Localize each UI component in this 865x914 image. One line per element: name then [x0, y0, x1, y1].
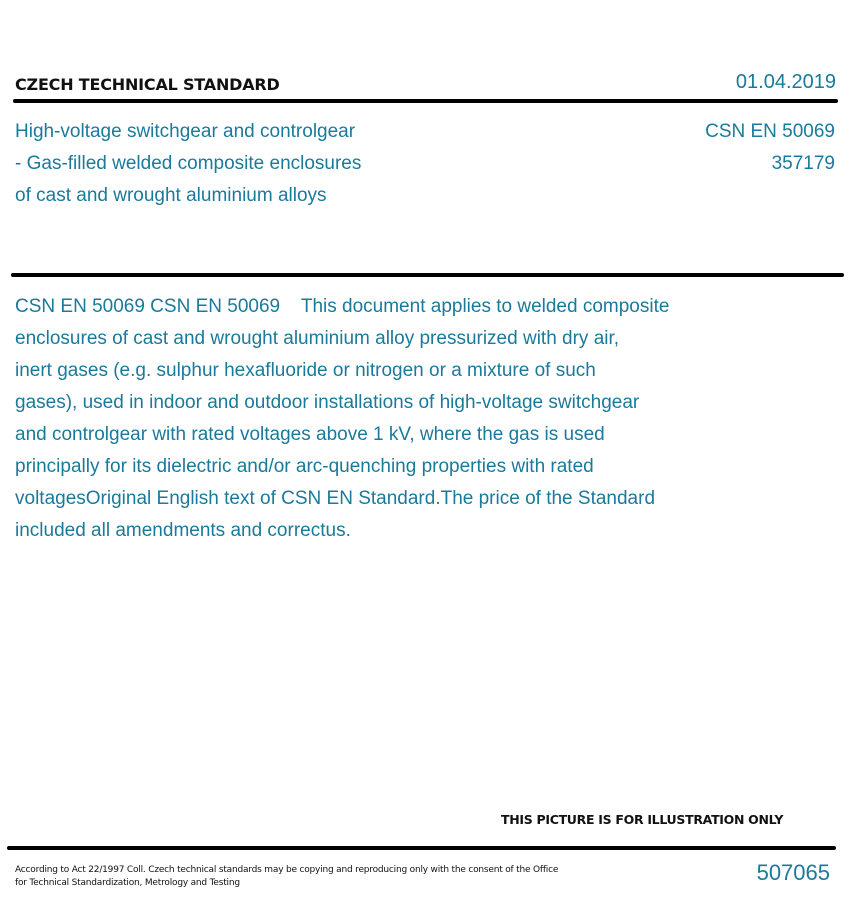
- standard-title-line: - Gas-filled welded composite enclosures: [15, 153, 362, 174]
- standard-code: CSN EN 50069: [705, 121, 835, 142]
- publication-date: 01.04.2019: [735, 71, 836, 93]
- standard-title-line: High-voltage switchgear and controlgear: [15, 121, 356, 142]
- description-line: and controlgear with rated voltages above 1 kV, where the gas is used: [15, 424, 605, 445]
- section-divider: [11, 273, 844, 277]
- catalog-number: 357179: [771, 153, 835, 174]
- description-line: CSN EN 50069 CSN EN 50069 This document applies to welded composite: [15, 296, 670, 317]
- document-header-title: CZECH TECHNICAL STANDARD: [15, 75, 280, 94]
- header-divider: [13, 99, 838, 103]
- illustration-disclaimer: THIS PICTURE IS FOR ILLUSTRATION ONLY: [501, 812, 784, 827]
- standard-title: [15, 116, 361, 212]
- standard-description: [15, 291, 775, 547]
- description-line: inert gases (e.g. sulphur hexafluoride or nitrogen or a mixture of such: [15, 360, 596, 381]
- copyright-notice-line: According to Act 22/1997 Coll. Czech technical standards may be copying and reproducing only with the consent of the Office: [15, 865, 559, 875]
- description-line: enclosures of cast and wrought aluminium alloy pressurized with dry air,: [15, 328, 620, 349]
- description-line: included all amendments and correctus.: [15, 520, 351, 541]
- standard-identifiers: [705, 116, 835, 180]
- standard-title-line: of cast and wrought aluminium alloys: [15, 185, 327, 206]
- footer-divider: [7, 846, 836, 850]
- description-line: gases), used in indoor and outdoor installations of high-voltage switchgear: [15, 392, 640, 413]
- description-line: voltagesOriginal English text of CSN EN Standard.The price of the Standard: [15, 488, 656, 509]
- description-line: principally for its dielectric and/or arc-quenching properties with rated: [15, 456, 594, 477]
- copyright-notice-line: for Technical Standardization, Metrology and Testing: [15, 878, 240, 888]
- product-number: 507065: [756, 860, 830, 885]
- copyright-notice: [15, 864, 558, 890]
